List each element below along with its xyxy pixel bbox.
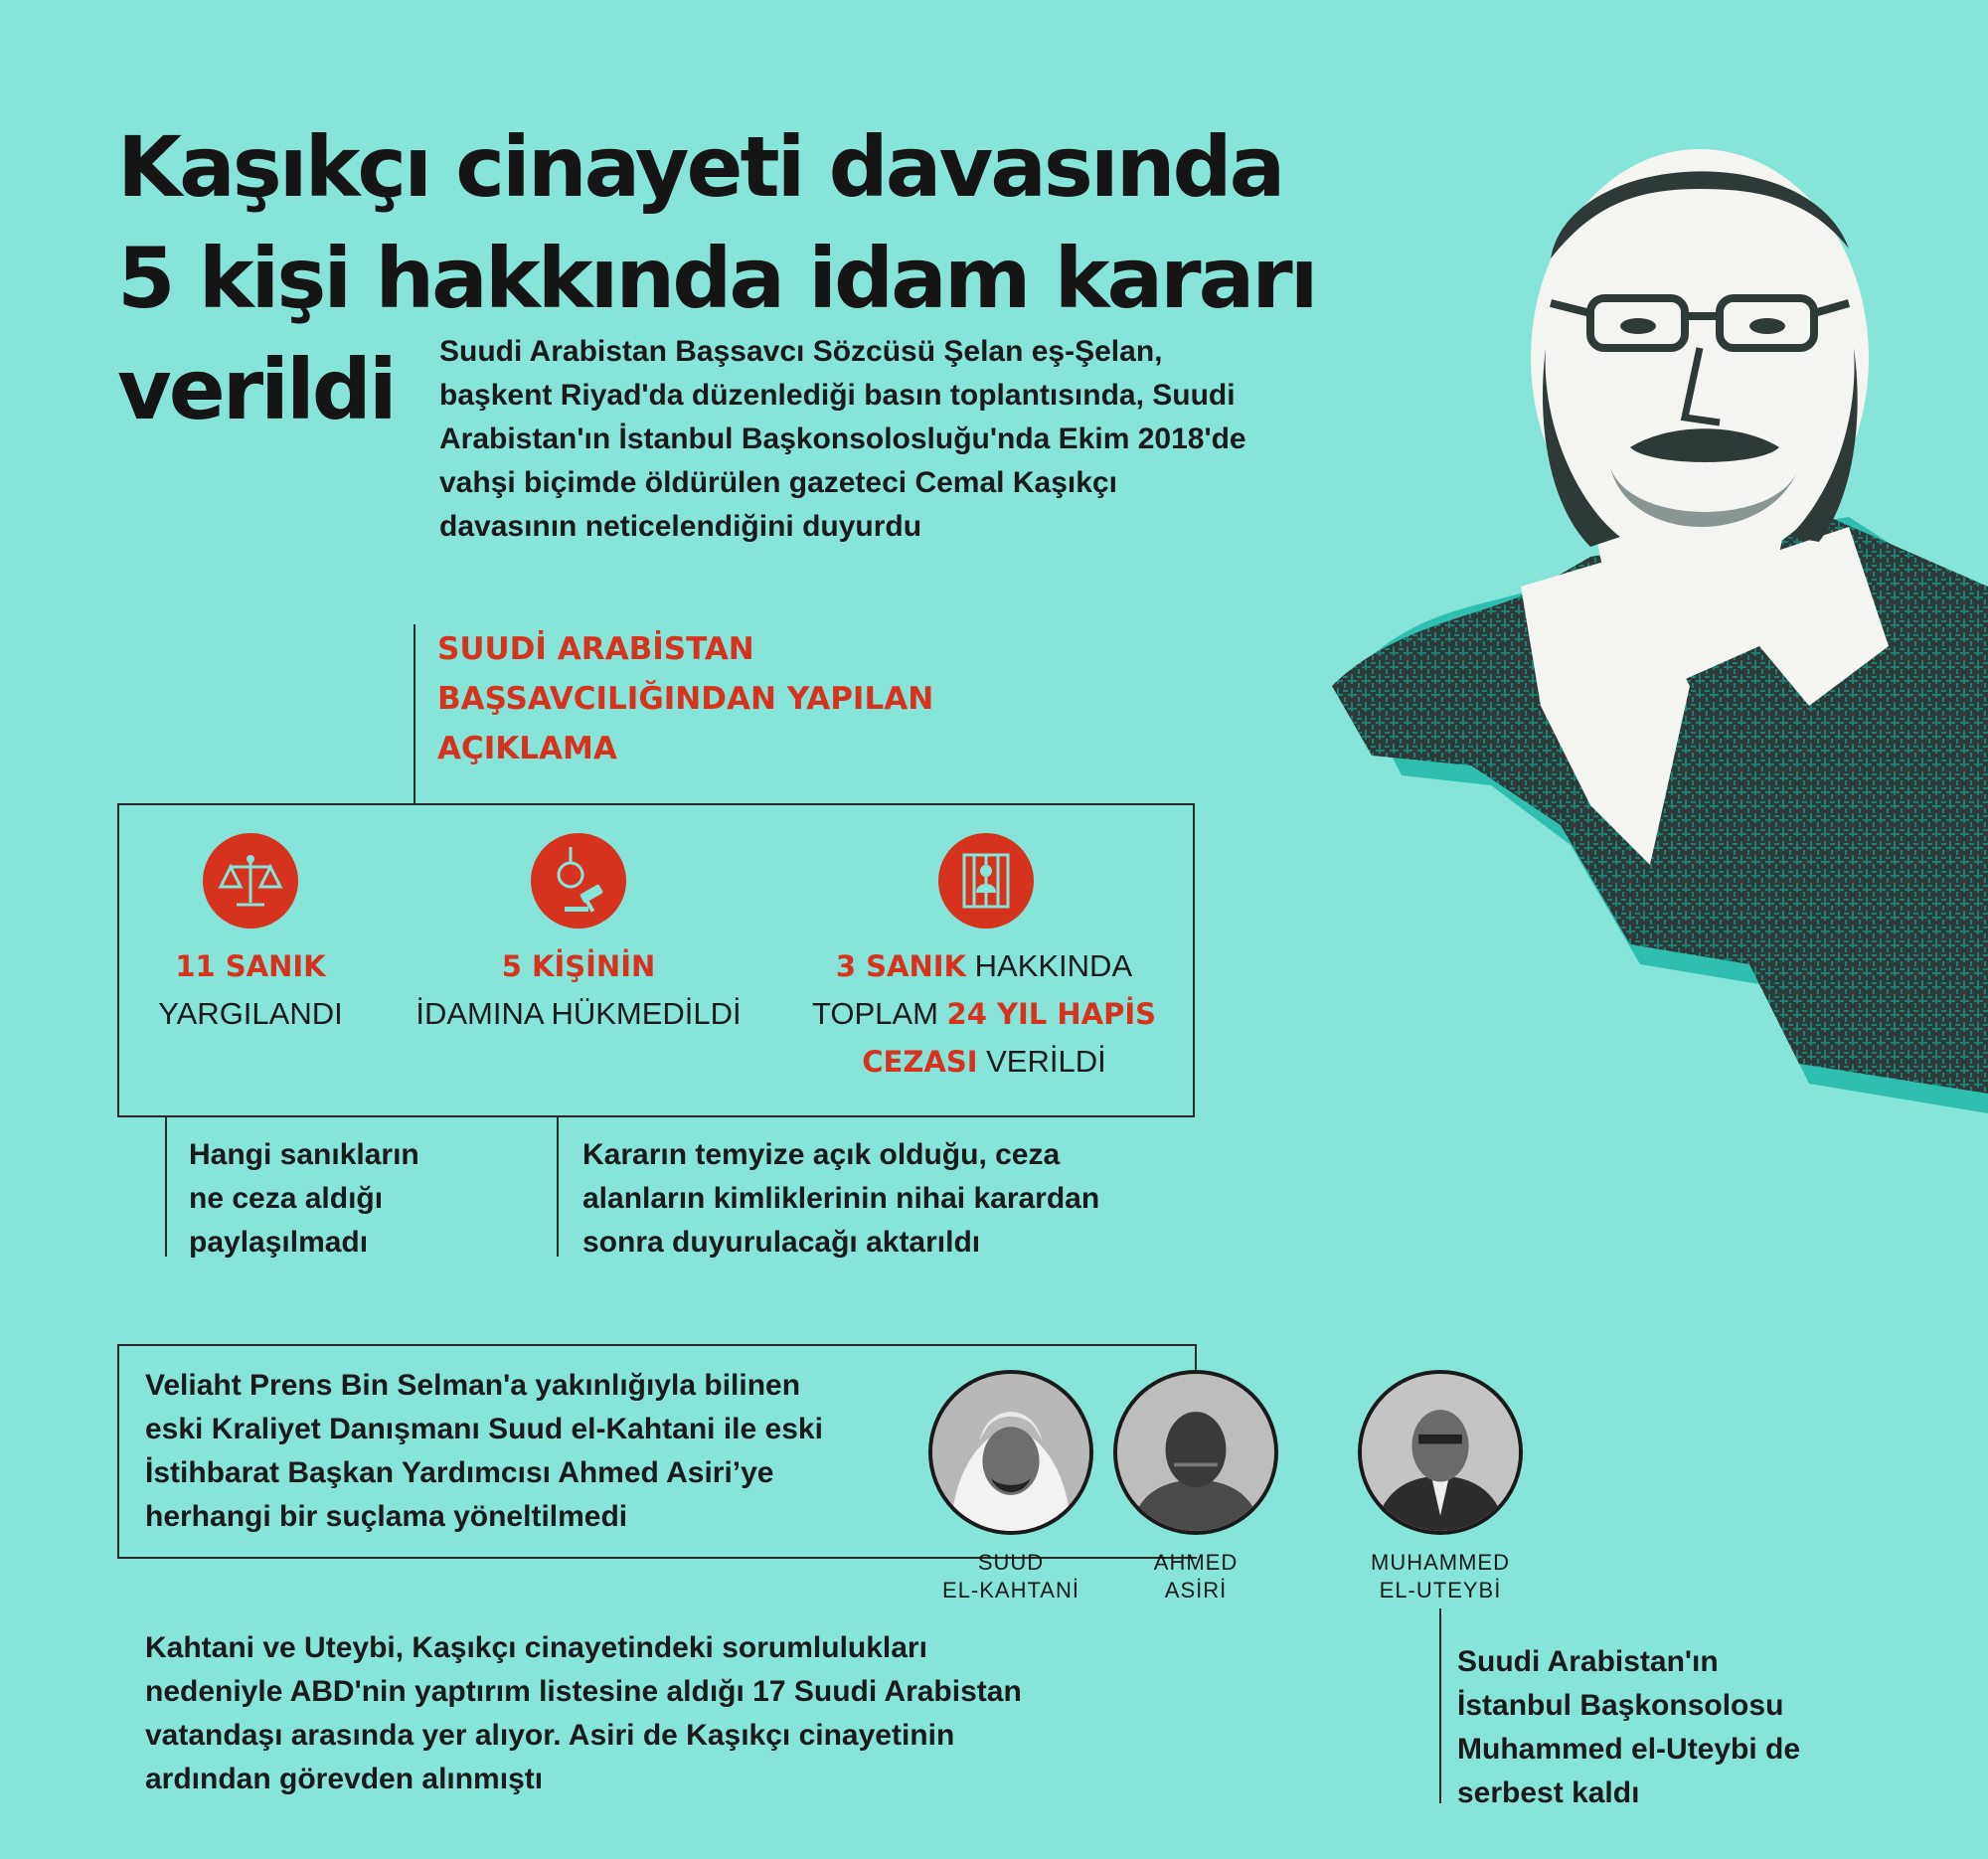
note-line: ne ceza aldığı <box>189 1182 384 1215</box>
consul-line: Muhammed el-Uteybi de <box>1457 1733 1801 1766</box>
person-name-line: SUUD <box>977 1550 1045 1575</box>
sanctions-paragraph <box>145 1626 1022 1801</box>
person-name-line: MUHAMMED <box>1371 1550 1510 1575</box>
person-name <box>1113 1549 1278 1605</box>
consul-line: Suudi Arabistan'ın <box>1457 1645 1719 1678</box>
intro-line: Suudi Arabistan Başsavcı Sözcüsü Şelan eş-Şelan, <box>439 335 1163 368</box>
connector-line <box>165 1117 167 1257</box>
sanctions-line: Kahtani ve Uteybi, Kaşıkçı cinayetindeki sorumlulukları <box>145 1631 927 1664</box>
stat-death-sentence <box>388 942 769 1038</box>
title-line: verildi <box>117 341 395 438</box>
accused-line: Veliaht Prens Bin Selman'a yakınlığıyla bilinen <box>145 1369 801 1402</box>
stat-label: HAKKINDA <box>974 948 1133 983</box>
note-line: sonra duyurulacağı aktarıldı <box>582 1226 981 1259</box>
statement-heading-line: AÇIKLAMA <box>437 731 617 766</box>
avatar <box>928 1370 1093 1535</box>
note-line: alanların kimliklerinin nihai karardan <box>582 1182 1100 1215</box>
consul-line: serbest kaldı <box>1457 1776 1640 1809</box>
note-line: paylaşılmadı <box>189 1226 369 1259</box>
stat-label: TOPLAM <box>812 996 938 1031</box>
title-line: Kaşıkçı cinayeti davasında <box>117 118 1283 216</box>
consul-line: İstanbul Başkonsolosu <box>1457 1689 1784 1722</box>
person-name-line: EL-KAHTANİ <box>942 1578 1079 1603</box>
statement-heading <box>437 624 1034 773</box>
stat-highlight: 5 KİŞİNİN <box>501 949 656 983</box>
statement-heading-line: BAŞSAVCILIĞINDAN YAPILAN <box>437 681 934 717</box>
stat-label: YARGILANDI <box>158 996 343 1031</box>
person-name-line: ASİRİ <box>1164 1578 1228 1603</box>
statement-heading-line: SUUDİ ARABİSTAN <box>437 631 754 667</box>
portrait-illustration <box>1292 89 1988 1113</box>
connector-line <box>1195 1344 1197 1370</box>
title-line: 5 kişi hakkında idam kararı <box>117 230 1316 327</box>
accused-line: eski Kraliyet Danışmanı Suud el-Kahtani ile eski <box>145 1413 823 1445</box>
stat-highlight: 24 YIL HAPİS <box>946 997 1156 1031</box>
stat-highlight: 11 SANIK <box>175 949 326 983</box>
person-name <box>1358 1549 1523 1605</box>
prison-icon <box>938 833 1034 929</box>
stat-prison-sentence <box>765 942 1203 1086</box>
connector-line <box>414 624 415 805</box>
scales-icon <box>203 833 298 929</box>
stat-defendants <box>119 942 382 1038</box>
accused-line: herhangi bir suçlama yöneltilmedi <box>145 1500 628 1533</box>
person-name <box>928 1549 1093 1605</box>
accused-line: İstihbarat Başkan Yardımcısı Ahmed Asiri’ye <box>145 1456 774 1489</box>
sanctions-line: ardından görevden alınmıştı <box>145 1763 544 1795</box>
avatar <box>1113 1370 1278 1535</box>
connector-line <box>557 1117 559 1257</box>
noose-gavel-icon <box>531 833 626 929</box>
accused-text <box>145 1364 823 1539</box>
stat-label: VERİLDİ <box>986 1044 1106 1079</box>
note-appeal <box>582 1133 1099 1265</box>
intro-line: Arabistan'ın İstanbul Başkonsolosluğu'nda Ekim 2018'de <box>439 422 1246 455</box>
connector-line <box>1439 1608 1441 1803</box>
sanctions-line: nedeniyle ABD'nin yaptırım listesine aldığı 17 Suudi Arabistan <box>145 1675 1022 1708</box>
consul-note <box>1457 1640 1800 1815</box>
intro-line: başkent Riyad'da düzenlediği basın toplantısında, Suudi <box>439 379 1236 412</box>
intro-line: vahşi biçimde öldürülen gazeteci Cemal Kaşıkçı <box>439 466 1117 499</box>
stat-highlight: 3 SANIK <box>835 949 967 983</box>
sanctions-line: vatandaşı arasında yer alıyor. Asiri de Kaşıkçı cinayetinin <box>145 1719 955 1752</box>
note-line: Kararın temyize açık olduğu, ceza <box>582 1138 1061 1171</box>
stat-label: İDAMINA HÜKMEDİLDİ <box>415 996 742 1031</box>
intro-line: davasının neticelendiğini duyurdu <box>439 510 922 543</box>
intro-paragraph <box>439 330 1314 549</box>
stat-highlight: CEZASI <box>862 1045 978 1079</box>
note-sentences-undisclosed <box>189 1133 419 1265</box>
person-name-line: EL-UTEYBİ <box>1379 1578 1502 1603</box>
note-line: Hangi sanıkların <box>189 1138 419 1171</box>
avatar <box>1358 1370 1523 1535</box>
person-name-line: AHMED <box>1153 1550 1239 1575</box>
